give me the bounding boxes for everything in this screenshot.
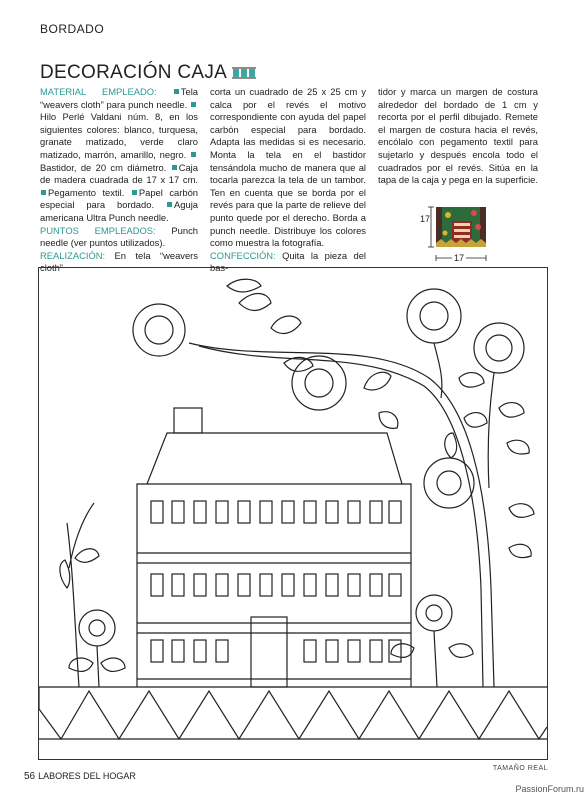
spool-icon	[249, 67, 255, 79]
thread-spools-icon	[233, 67, 255, 79]
material-heading: MATERIAL EMPLEADO:	[40, 86, 157, 97]
bullet-icon	[132, 190, 137, 195]
embroidery-thumbnail-icon	[436, 207, 486, 247]
material-item: Hilo Perlé Valdani núm. 8, en los siguientes colores: blanco, turquesa, granate matizado, verde claro matizado, marrón, amarillo, negro.	[40, 111, 198, 160]
bullet-icon	[41, 190, 46, 195]
spool-icon	[241, 67, 247, 79]
magazine-name: LABORES DEL HOGAR	[38, 771, 136, 781]
page-title: DECORACIÓN CAJA	[40, 62, 228, 83]
confeccion-text: Quita la pieza del bas-	[210, 249, 366, 274]
height-dimension: 17	[420, 214, 431, 224]
material-item: Caja de madera cuadrada de 17 x 17 cm.	[40, 161, 198, 186]
confeccion-continued-text: tidor y marca un margen de costura alrededor del bordado de 1 cm y recorta por el perfil dibujado. Remete el margen de costura hacia el revés, encólalo con pegamento textil para sujetarlo y después encola todo el cuadrados por el revés. Sitúa en la tapa de la caja y pega en la superficie.	[378, 86, 539, 186]
bullet-icon	[191, 152, 196, 157]
bullet-icon	[191, 102, 196, 107]
material-item: Bastidor, de 20 cm diámetro.	[40, 161, 167, 173]
embroidery-pattern	[38, 267, 548, 760]
puntos-text: Punch needle (ver puntos utilizados).	[40, 224, 198, 249]
page-number: 56	[24, 771, 36, 782]
bullet-icon	[167, 202, 172, 207]
material-item: Pegamento textil.	[48, 186, 125, 198]
column-materials	[40, 86, 198, 275]
spool-icon	[233, 67, 239, 79]
width-dimension: 17	[454, 253, 465, 263]
column-instructions	[210, 86, 366, 275]
material-item: Tela “weavers cloth” para punch needle.	[40, 86, 198, 110]
puntos-heading: PUNTOS EMPLEADOS:	[40, 224, 156, 236]
title-row	[40, 62, 255, 84]
realizacion-heading: REALIZACIÓN:	[40, 249, 106, 261]
finished-box-photo	[436, 207, 486, 247]
footer-page	[24, 771, 136, 782]
house-flowers-pattern	[39, 268, 547, 759]
section-label: BORDADO	[40, 22, 105, 36]
realizacion-text: En tela “weavers cloth”	[40, 249, 198, 274]
watermark: PassionForum.ru	[515, 784, 584, 794]
bullet-icon	[172, 165, 177, 170]
bullet-icon	[174, 89, 179, 94]
scale-note: TAMAÑO REAL	[492, 765, 548, 772]
confeccion-heading: CONFECCIÓN:	[210, 249, 276, 261]
instructions-text: corta un cuadrado de 25 x 25 cm y calca por el revés el motivo correspondiente con ayuda del papel carbón especial para bordado. Adapta las medidas si es necesario. Monta la tela en el bastidor tensándola mucho de manera que al tocarla parezca la tela de un tambor. Ten en cuenta que se borda por el revés para que la parte de relieve del punto quede por el derecho. Borda a punch needle. Distribuye los colores como muestra la fotografía.	[210, 86, 366, 249]
material-item: Papel carbón especial para bordado.	[40, 186, 199, 211]
material-item: Aguja americana Ultra Punch needle.	[40, 199, 198, 223]
